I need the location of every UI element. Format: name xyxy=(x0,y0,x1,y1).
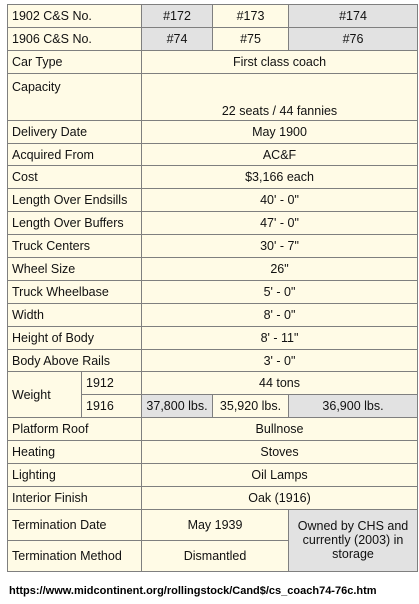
label-length-endsills: Length Over Endsills xyxy=(8,189,142,212)
row-truck-centers xyxy=(8,235,418,258)
value-delivery-date: May 1900 xyxy=(142,120,418,143)
value-acquired-from: AC&F xyxy=(142,143,418,166)
label-platform-roof: Platform Roof xyxy=(8,418,142,441)
label-weight: Weight xyxy=(8,372,82,418)
row-capacity xyxy=(8,73,418,120)
label-width: Width xyxy=(8,303,142,326)
value-car-type: First class coach xyxy=(142,50,418,73)
car-74: #74 xyxy=(142,27,213,50)
row-wheel-size xyxy=(8,258,418,281)
weight-1916-car-76: 36,900 lbs. xyxy=(289,395,418,418)
label-truck-wheelbase: Truck Wheelbase xyxy=(8,280,142,303)
label-body-above-rails: Body Above Rails xyxy=(8,349,142,372)
row-termination-date xyxy=(8,509,418,540)
label-heating: Heating xyxy=(8,441,142,464)
row-cost xyxy=(8,166,418,189)
weight-year-1912: 1912 xyxy=(82,372,142,395)
label-car-type: Car Type xyxy=(8,50,142,73)
value-truck-wheelbase: 5' - 0" xyxy=(142,280,418,303)
value-termination-method: Dismantled xyxy=(142,540,289,571)
label-termination-date: Termination Date xyxy=(8,509,142,540)
label-termination-method: Termination Method xyxy=(8,540,142,571)
row-interior-finish xyxy=(8,486,418,509)
value-lighting: Oil Lamps xyxy=(142,464,418,487)
value-truck-centers: 30' - 7" xyxy=(142,235,418,258)
row-delivery-date xyxy=(8,120,418,143)
value-interior-finish: Oak (1916) xyxy=(142,486,418,509)
row-heating xyxy=(8,441,418,464)
car-174: #174 xyxy=(289,5,418,28)
label-lighting: Lighting xyxy=(8,464,142,487)
row-acquired-from xyxy=(8,143,418,166)
row-1906-number xyxy=(8,27,418,50)
value-termination-date: May 1939 xyxy=(142,509,289,540)
weight-year-1916: 1916 xyxy=(82,395,142,418)
row-car-type xyxy=(8,50,418,73)
label-height-body: Height of Body xyxy=(8,326,142,349)
row-lighting xyxy=(8,464,418,487)
value-body-above-rails: 3' - 0" xyxy=(142,349,418,372)
row-1902-number xyxy=(8,5,418,28)
spec-table-container xyxy=(7,4,417,572)
label-truck-centers: Truck Centers xyxy=(8,235,142,258)
row-width xyxy=(8,303,418,326)
value-height-body: 8' - 11" xyxy=(142,326,418,349)
label-1906-number: 1906 C&S No. xyxy=(8,27,142,50)
row-length-buffers xyxy=(8,212,418,235)
value-length-buffers: 47' - 0" xyxy=(142,212,418,235)
value-width: 8' - 0" xyxy=(142,303,418,326)
label-length-buffers: Length Over Buffers xyxy=(8,212,142,235)
car-75: #75 xyxy=(213,27,289,50)
label-cost: Cost xyxy=(8,166,142,189)
row-truck-wheelbase xyxy=(8,280,418,303)
car-172: #172 xyxy=(142,5,213,28)
row-height-body xyxy=(8,326,418,349)
value-cost: $3,166 each xyxy=(142,166,418,189)
value-heating: Stoves xyxy=(142,441,418,464)
label-acquired-from: Acquired From xyxy=(8,143,142,166)
source-url: https://www.midcontinent.org/rollingstock/Cand$/cs_coach74-76c.htm xyxy=(9,585,377,597)
weight-1916-car-75: 35,920 lbs. xyxy=(213,395,289,418)
value-weight-1912: 44 tons xyxy=(142,372,418,395)
weight-1916-car-74: 37,800 lbs. xyxy=(142,395,213,418)
value-wheel-size: 26" xyxy=(142,258,418,281)
value-capacity: 22 seats / 44 fannies xyxy=(142,73,418,120)
label-interior-finish: Interior Finish xyxy=(8,486,142,509)
value-platform-roof: Bullnose xyxy=(142,418,418,441)
label-delivery-date: Delivery Date xyxy=(8,120,142,143)
row-platform-roof xyxy=(8,418,418,441)
row-weight-1912 xyxy=(8,372,418,395)
label-wheel-size: Wheel Size xyxy=(8,258,142,281)
value-length-endsills: 40' - 0" xyxy=(142,189,418,212)
spec-table xyxy=(7,4,418,572)
car-76: #76 xyxy=(289,27,418,50)
label-capacity: Capacity xyxy=(8,73,142,120)
car-173: #173 xyxy=(213,5,289,28)
row-body-above-rails xyxy=(8,349,418,372)
label-1902-number: 1902 C&S No. xyxy=(8,5,142,28)
car-76-status: Owned by CHS and currently (2003) in storage xyxy=(289,509,418,571)
row-length-endsills xyxy=(8,189,418,212)
